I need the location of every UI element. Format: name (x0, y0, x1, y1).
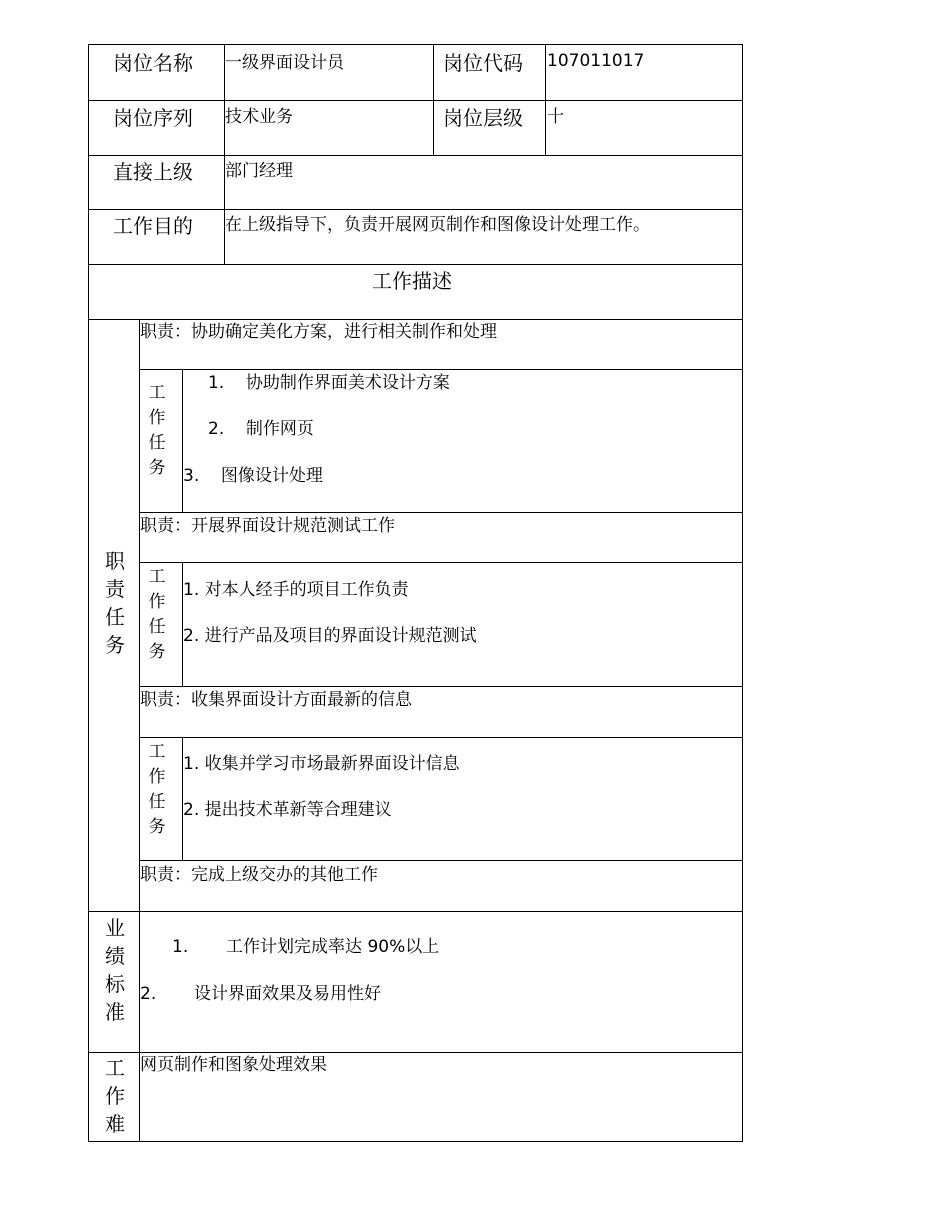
performance-item-1: 1. 工作计划完成率达 90%以上 (172, 937, 440, 957)
work-description-title: 工作描述 (372, 269, 452, 293)
task-label-1: 工作任务 (148, 383, 166, 478)
position-name-value: 一级界面设计员 (225, 53, 344, 73)
position-series-label: 岗位序列 (113, 106, 193, 130)
duty-3-task-2: 2. 提出技术革新等合理建议 (183, 800, 392, 820)
duty-1-task-1: 1. 协助制作界面美术设计方案 (208, 373, 450, 393)
duty-4-text: 职责：完成上级交办的其他工作 (140, 865, 378, 885)
task-label-3: 工作任务 (148, 742, 166, 837)
supervisor-value: 部门经理 (225, 161, 293, 181)
position-level-value: 十 (547, 107, 564, 127)
purpose-label: 工作目的 (113, 214, 193, 238)
purpose-value: 在上级指导下，负责开展网页制作和图像设计处理工作。 (225, 215, 650, 235)
position-name-label: 岗位名称 (113, 51, 193, 75)
position-level-label: 岗位层级 (443, 106, 523, 130)
duty-3-task-1: 1. 收集并学习市场最新界面设计信息 (183, 754, 460, 774)
duties-label: 职责任务 (105, 549, 125, 657)
position-code-label: 岗位代码 (443, 51, 523, 75)
duty-1-task-2: 2. 制作网页 (208, 419, 314, 439)
supervisor-label: 直接上级 (113, 160, 193, 184)
difficulty-value: 网页制作和图象处理效果 (140, 1055, 327, 1075)
duty-2-task-1: 1. 对本人经手的项目工作负责 (183, 580, 409, 600)
duty-3-text: 职责：收集界面设计方面最新的信息 (140, 690, 412, 710)
task-label-2: 工作任务 (148, 567, 166, 662)
performance-label: 业绩标准 (105, 916, 125, 1024)
duty-1-task-3: 3. 图像设计处理 (183, 466, 323, 486)
performance-item-2: 2. 设计界面效果及易用性好 (140, 984, 382, 1004)
duty-1-text: 职责：协助确定美化方案，进行相关制作和处理 (140, 322, 497, 342)
duty-2-text: 职责：开展界面设计规范测试工作 (140, 516, 395, 536)
position-code-value: 107011017 (547, 51, 645, 71)
duty-2-task-2: 2. 进行产品及项目的界面设计规范测试 (183, 626, 477, 646)
difficulty-label: 工作难 (105, 1056, 125, 1136)
position-series-value: 技术业务 (225, 107, 293, 127)
